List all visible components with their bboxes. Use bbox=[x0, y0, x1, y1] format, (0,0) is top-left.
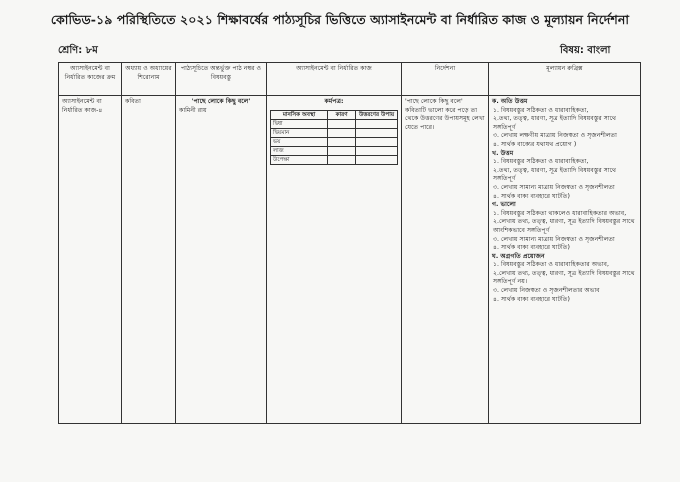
rubric-group bbox=[492, 253, 637, 305]
rubric-item: ৩. লেখায় সামান্য মাত্রায় নিজস্বতা ও সৃজনশীলতা bbox=[493, 235, 615, 243]
lesson-cell bbox=[176, 96, 267, 424]
worksheet-row bbox=[271, 128, 398, 137]
rubric-heading: খ. উত্তম bbox=[492, 149, 514, 157]
rubric-heading: ঘ. অগ্রগতি প্রয়োজন bbox=[492, 252, 545, 260]
header-instruction: নির্দেশনা bbox=[402, 63, 489, 96]
rubric-item: ১. বিষয়বস্তুর সঠিকতা ও ধারাবাহিকতার অভাব, bbox=[493, 261, 609, 269]
rubric-heading: গ. ভালো bbox=[492, 201, 516, 209]
worksheet-blank bbox=[328, 119, 356, 128]
task-label: কর্মপত্র: bbox=[324, 98, 344, 105]
worksheet-row bbox=[271, 146, 398, 155]
rubric-item: ২.তথ্য, তত্ত্ব, ধারণা, সূত্র ইত্যাদি বিষয়বস্তুর সাথে সঙ্গতিপূর্ণ bbox=[493, 115, 617, 131]
lesson-title: 'পাছে লোকে কিছু বলে' bbox=[191, 98, 251, 105]
worksheet-blank bbox=[328, 146, 356, 155]
rubric-item: ৩. লেখায় সামান্য মাত্রায় নিজস্বতা ও সৃজনশীলতা bbox=[493, 183, 615, 191]
worksheet-state: দ্বিয়মান bbox=[271, 128, 328, 137]
rubric-item: ১. বিষয়বস্তুর সঠিকতা ও ধারাবাহিকতা, bbox=[493, 158, 589, 166]
header-assignment-no: অ্যাসাইনমেন্ট বা নির্ধারিত কাজের ক্রম bbox=[59, 63, 122, 96]
worksheet-row bbox=[271, 155, 398, 164]
rubric-group bbox=[492, 98, 637, 150]
header-task: অ্যাসাইনমেন্ট বা নির্ধারিত কাজ bbox=[267, 63, 402, 96]
rubric-item: ২.তথ্য, তত্ত্ব, ধারণা, সূত্র ইত্যাদি বিষয়বস্তুর সাথে সঙ্গতিপূর্ণ bbox=[493, 166, 617, 183]
rubric-item: ৪. সার্থক বাক্য ব্যবহারে ঘাটতি) bbox=[493, 295, 570, 303]
instruction-cell: 'পাছে লোকে কিছু বলে' কবিতাটি ভালো করে পড়ে তা থেকে উত্তরণের উপায়সমূহ লেখা যেতে পারে। bbox=[402, 96, 489, 424]
worksheet-header: কারণ bbox=[328, 110, 356, 119]
chapter-cell: কবিতা bbox=[122, 96, 176, 424]
worksheet-state: লাজ bbox=[271, 146, 328, 155]
worksheet-blank bbox=[356, 146, 398, 155]
subject-label: বিষয়: বাংলা bbox=[560, 45, 611, 56]
header-chapter: অধ্যায় ও অধ্যায়ের শিরোনাম bbox=[122, 63, 176, 96]
header-rubrics: মূল্যায়ন রুব্রিক্স bbox=[489, 63, 641, 96]
table-row bbox=[59, 96, 641, 424]
rubric-item: ২.লেখায় তথ্য, তত্ত্ব, ধারণা, সূত্র ইত্যাদি বিষয়বস্তুর সাথে আংশিকভাবে সঙ্গতিপূর্ণ bbox=[493, 218, 635, 234]
worksheet-row bbox=[271, 137, 398, 146]
worksheet-header: উত্তরণের উপায় bbox=[356, 110, 398, 119]
worksheet-blank bbox=[356, 137, 398, 146]
worksheet-blank bbox=[356, 155, 398, 164]
worksheet-state: দ্বিধা bbox=[271, 119, 328, 128]
rubric-item: ৩. লেখায় নিজস্বতা ও সৃজনশীলতার অভাব bbox=[493, 287, 600, 295]
lesson-author: কামিনী রায় bbox=[179, 106, 207, 114]
worksheet-header: মানসিক অবস্থা bbox=[271, 110, 328, 119]
worksheet-blank bbox=[356, 119, 398, 128]
worksheet-blank bbox=[328, 137, 356, 146]
assignment-table bbox=[58, 62, 641, 424]
rubrics-cell bbox=[489, 96, 641, 424]
rubric-item: ১. বিষয়বস্তুর সঠিকতা থাকলেও ধারাবাহিকতার অভাব, bbox=[493, 209, 627, 217]
worksheet-state: ভয় bbox=[271, 137, 328, 146]
rubric-group bbox=[492, 150, 637, 202]
rubric-item: ১. বিষয়বস্তুর সঠিকতা ও ধারাবাহিকতা, bbox=[493, 106, 589, 114]
worksheet-header-row bbox=[271, 110, 398, 119]
worksheet-blank bbox=[356, 128, 398, 137]
class-label: শ্রেণি: ৮ম bbox=[58, 45, 98, 56]
worksheet-blank bbox=[328, 155, 356, 164]
rubric-item: ৪. সার্থক বাক্যের যথাযথ প্রয়োগ ) bbox=[493, 140, 577, 148]
rubric-heading: ক. অতি উত্তম bbox=[492, 98, 528, 105]
rubric-item: ৩. লেখায় লক্ষণীয় মাত্রায় নিজস্বতা ও সৃজনশীলতা bbox=[493, 132, 617, 140]
worksheet-state: উপেক্ষা bbox=[271, 155, 328, 164]
rubric-item: ২.লেখায় তথ্য, তত্ত্ব, ধারণা, সূত্র ইত্যাদি বিষয়বস্তুর সাথে সঙ্গতিপূর্ণ নয়। bbox=[493, 269, 635, 286]
worksheet-blank bbox=[328, 128, 356, 137]
rubric-group bbox=[492, 201, 637, 253]
rubric-item: ৪. সার্থক বাক্য ব্যবহারে ঘাটতি) bbox=[493, 192, 570, 200]
task-cell bbox=[267, 96, 402, 424]
document-title: কোভিড-১৯ পরিস্থিতিতে ২০২১ শিক্ষাবর্ষের পাঠ্যসূচির ভিত্তিতে অ্যাসাইনমেন্ট বা নির্ধারিত কাজ ও মূল্যায়ন নির্দেশনা bbox=[50, 12, 630, 27]
worksheet-row bbox=[271, 119, 398, 128]
assignment-no-cell: অ্যাসাইনমেন্ট বা নির্ধারিত কাজ-৪ bbox=[59, 96, 122, 424]
worksheet-table bbox=[270, 110, 398, 165]
rubric-item: ৪. সার্থক বাক্য ব্যবহারে ঘাটতি) bbox=[493, 244, 570, 252]
table-header-row bbox=[59, 63, 641, 96]
header-lesson: পাঠ্যসূচিতে অন্তর্ভুক্ত পাঠ নম্বর ও বিষয়বস্তু bbox=[176, 63, 267, 96]
